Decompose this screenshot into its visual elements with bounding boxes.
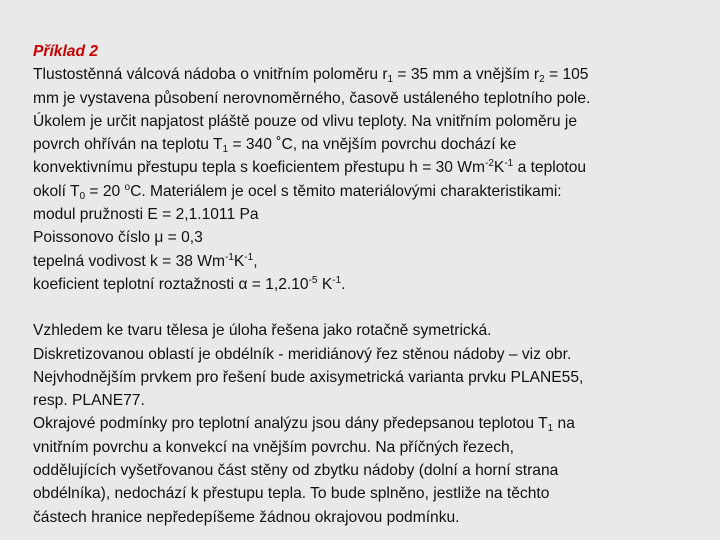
text-line: Úkolem je určit napjatost pláště pouze od vlivu teploty. Na vnitřním poloměru je bbox=[33, 112, 578, 130]
text-line: Diskretizovanou oblastí je obdélník - meridiánový řez stěnou nádoby – viz obr. bbox=[33, 345, 572, 363]
text-line: mm je vystavena působení nerovnoměrného, časově ustáleného teplotního pole. bbox=[33, 89, 591, 107]
paragraph-gap bbox=[33, 296, 693, 319]
example-title: Příklad 2 bbox=[33, 43, 99, 60]
problem-statement bbox=[33, 63, 693, 296]
text-line: tepelná vodivost k = 38 $Wm^{-1}K^{-1}$, bbox=[33, 251, 258, 270]
text-line: Tlustostěnná válcová nádoba o vnitřním poloměru $r_1 = 35$ mm a vnějším $r_2 = 105$ bbox=[33, 66, 589, 86]
text-line: koeficient teplotní roztažnosti $\alpha = 1,2.10^{-5}$ $K^{-1}$. bbox=[33, 274, 346, 293]
slide-content bbox=[33, 40, 693, 529]
alpha-symbol: α bbox=[238, 275, 248, 293]
text-line: částech hranice nepředepíšeme žádnou okrajovou podmínku. bbox=[33, 508, 460, 526]
text-line: Poissonovo číslo μ = 0,3 bbox=[33, 229, 203, 247]
text-line: konvektivnímu přestupu tepla s koeficientem přestupu h = 30 $Wm^{-2}K^{-1}$ a teplotou bbox=[33, 158, 587, 177]
text-line: resp. PLANE77. bbox=[33, 392, 145, 410]
text-line: obdélníka), nedochází k přestupu tepla. To bude splněno, jestliže na těchto bbox=[33, 485, 550, 503]
text-line: modul pružnosti E = 2,1.1011 Pa bbox=[33, 206, 259, 224]
text-line: Okrajové podmínky pro teplotní analýzu jsou dány předepsanou teplotou $T_1$ na bbox=[33, 415, 575, 435]
text-line: povrch ohříván na teplotu $T_1 = 340$ ˚C, na vnějším povrchu dochází ke bbox=[33, 136, 517, 156]
text-line: Vzhledem ke tvaru tělesa je úloha řešena jako rotačně symetrická. bbox=[33, 322, 492, 340]
text-line: Nejvhodnějším prvkem pro řešení bude axisymetrická varianta prvku PLANE55, bbox=[33, 368, 584, 386]
text-line: oddělujících vyšetřovanou část stěny od zbytku nádoby (dolní a horní strana bbox=[33, 462, 559, 480]
text-line: vnitřním povrchu a konvekcí na vnějším povrchu. Na příčných řezech, bbox=[33, 438, 515, 456]
text-line: okolí $T_0 = 20$ $^o$C. Materiálem je ocel s těmito materiálovými charakteristikami: bbox=[33, 181, 562, 202]
solution-description bbox=[33, 319, 693, 529]
